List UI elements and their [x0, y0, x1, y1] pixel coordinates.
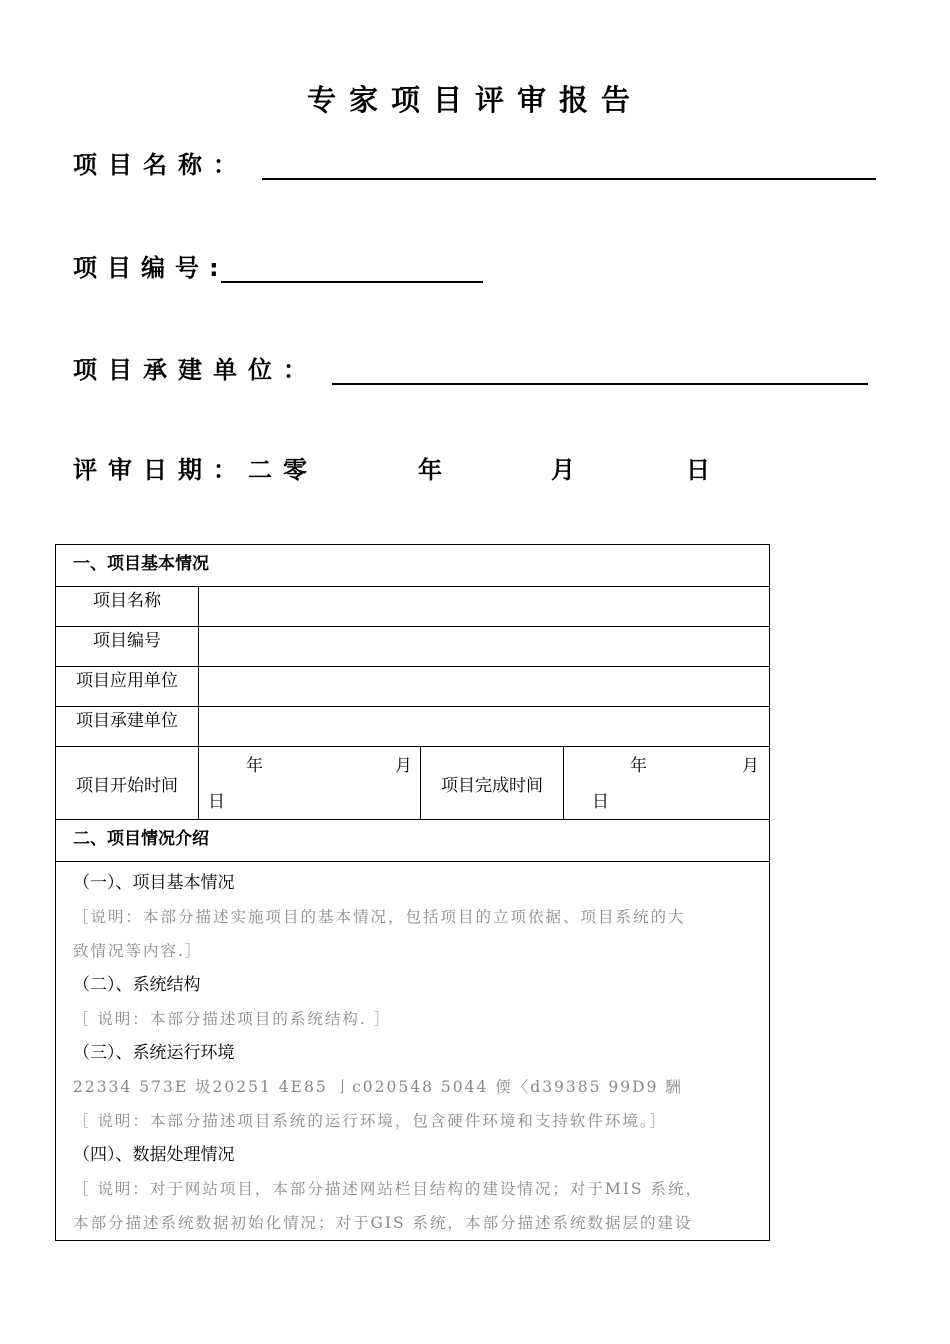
app-unit-value[interactable]	[199, 667, 770, 707]
row-label-project-name: 项目名称	[56, 587, 199, 627]
builder-value[interactable]	[199, 707, 770, 747]
review-date	[73, 450, 773, 490]
finish-day: 日	[592, 792, 609, 812]
project-name-value[interactable]	[199, 587, 770, 627]
section-project-intro: 二、项目情况介绍	[56, 820, 770, 862]
instruction-note: 22334 573E 圾20251 4E85 亅c020548 5044 偄〈d39385 99D9 駲	[73, 1078, 683, 1096]
subsection-heading: （三）、系统运行环境	[73, 1043, 235, 1063]
finish-year: 年	[630, 756, 647, 776]
project-name-field	[73, 140, 878, 180]
subsection-heading: （四）、数据处理情况	[73, 1145, 235, 1165]
subsection-heading: （二）、系统结构	[73, 975, 201, 995]
finish-time-value[interactable]	[564, 747, 770, 820]
project-name-label: 项目名称：	[73, 151, 248, 179]
project-intro-content[interactable]	[56, 862, 770, 1241]
project-no-value[interactable]	[199, 627, 770, 667]
instruction-note: ［ 说明：对于网站项目，本部分描述网站栏目结构的建设情况；对于MIS 系统，	[73, 1180, 703, 1198]
instruction-note: 本部分描述系统数据初始化情况；对于GIS 系统，本部分描述系统数据层的建设	[73, 1214, 693, 1232]
subsection-heading: （一）、项目基本情况	[73, 873, 235, 893]
review-date-day: 日	[686, 456, 721, 484]
review-date-year: 年	[418, 456, 453, 484]
builder-underline[interactable]	[332, 353, 868, 385]
builder-label: 项目承建单位：	[73, 356, 318, 384]
instruction-note: ［说明：本部分描述实施项目的基本情况，包括项目的立项依据、项目系统的大	[73, 908, 686, 926]
review-date-label: 评审日期：二零	[73, 456, 318, 484]
review-form-table	[55, 544, 770, 1241]
start-month: 月	[395, 756, 412, 776]
finish-month: 月	[742, 756, 759, 776]
row-label-project-no: 项目编号	[56, 627, 199, 667]
row-label-builder: 项目承建单位	[56, 707, 199, 747]
review-date-month: 月	[551, 456, 586, 484]
project-no-label: 项目编号:	[73, 254, 229, 282]
start-day: 日	[208, 792, 225, 812]
start-time-value[interactable]	[199, 747, 421, 820]
start-time-label: 项目开始时间	[56, 747, 199, 820]
finish-time-label: 项目完成时间	[421, 747, 564, 820]
section-basic-info: 一、项目基本情况	[56, 545, 770, 587]
instruction-note: ［ 说明：本部分描述项目系统的运行环境，包含硬件环境和支持软件环境。］	[73, 1112, 668, 1130]
page-title: 专家项目评审报告	[306, 83, 643, 117]
builder-field	[73, 345, 878, 385]
instruction-note: ［ 说明：本部分描述项目的系统结构. ］	[73, 1010, 392, 1028]
instruction-note: 致情况等内容.］	[73, 942, 203, 960]
project-no-field	[73, 243, 483, 283]
project-no-underline[interactable]	[221, 251, 483, 283]
row-label-app-unit: 项目应用单位	[56, 667, 199, 707]
project-name-underline[interactable]	[262, 148, 876, 180]
start-year: 年	[246, 756, 263, 776]
